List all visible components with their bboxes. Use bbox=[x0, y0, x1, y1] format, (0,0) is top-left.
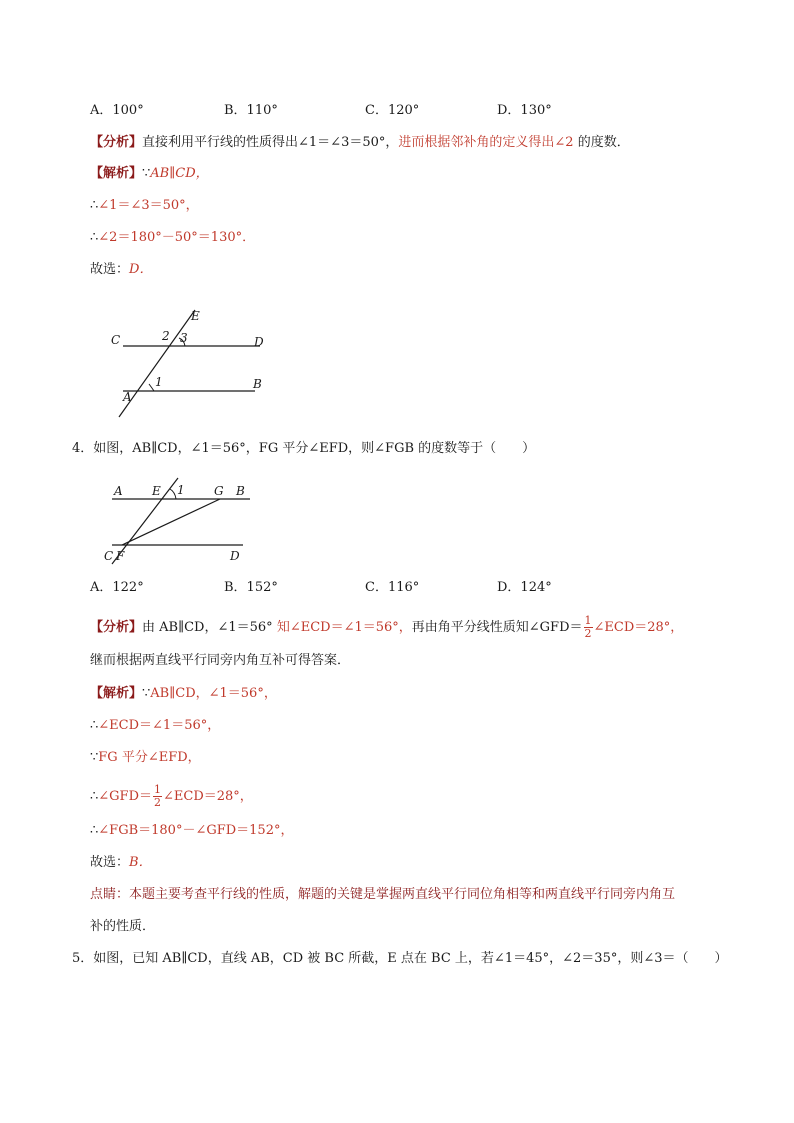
label-1: 1 bbox=[155, 375, 163, 389]
q3-solution-line2: ∴∠1＝∠3＝50°， bbox=[90, 198, 199, 213]
q3-analysis-tag: 【分析】 bbox=[90, 135, 143, 150]
q4-solution-line2: ∴∠ECD＝∠1＝56°， bbox=[90, 718, 221, 733]
label-b: B bbox=[236, 484, 245, 498]
label-c: C bbox=[111, 333, 121, 347]
angle-1-arc bbox=[170, 489, 176, 499]
label-b: B bbox=[253, 377, 262, 391]
q3-figure bbox=[105, 302, 280, 422]
label-a: A bbox=[114, 484, 123, 498]
line-fg bbox=[122, 499, 220, 545]
q4-solution-tag: 【解析】 bbox=[90, 686, 143, 701]
q4-analysis-line2: 继而根据两直线平行同旁内角互补可得答案． bbox=[90, 653, 351, 668]
label-a: A bbox=[123, 390, 132, 404]
label-d: D bbox=[230, 549, 240, 563]
label-f: F bbox=[116, 549, 125, 563]
label-g: G bbox=[214, 484, 224, 498]
label-2: 2 bbox=[162, 329, 170, 343]
q3-option-a: A．100° bbox=[90, 103, 144, 118]
q4-figure bbox=[100, 476, 260, 568]
label-c: C bbox=[104, 549, 114, 563]
q3-analysis: 【分析】直接利用平行线的性质得出∠1＝∠3＝50°，进而根据邻补角的定义得出∠2 的度数． bbox=[90, 135, 630, 150]
q4-option-b: B．152° bbox=[224, 580, 278, 595]
q3-solution-line1: 【解析】∵AB∥CD， bbox=[90, 166, 209, 181]
q3-option-c: C．120° bbox=[365, 103, 420, 118]
q4-comment-line2: 补的性质． bbox=[90, 919, 156, 934]
q4-solution-line1: 【解析】∵AB∥CD，∠1＝56°， bbox=[90, 686, 277, 701]
q3-option-d: D．130° bbox=[497, 103, 552, 118]
label-d: D bbox=[254, 335, 264, 349]
q3-option-b: B．110° bbox=[224, 103, 278, 118]
label-3: 3 bbox=[180, 331, 188, 345]
q4-option-a: A．122° bbox=[90, 580, 144, 595]
q4-analysis-line1: 【分析】由 AB∥CD，∠1＝56° 知∠ECD＝∠1＝56°，再由角平分线性质知∠GFD＝ $\frac{1}{2}$ ∠ECD＝28°， bbox=[90, 614, 684, 640]
q4-solution-line4: ∴∠GFD＝ $\frac{1}{2}$ ∠ECD＝28°， bbox=[90, 783, 253, 809]
fraction-half: $\frac{1}{2}$ bbox=[584, 614, 592, 640]
q3-answer: 故选：D． bbox=[90, 262, 153, 277]
q4-stem: 4．如图，AB∥CD，∠1＝56°，FG 平分∠EFD，则∠FGB 的度数等于（ ） bbox=[72, 441, 536, 456]
q3-solution-tag: 【解析】 bbox=[90, 166, 143, 181]
q4-option-d: D．124° bbox=[497, 580, 552, 595]
q4-solution-line3: ∵FG 平分∠EFD， bbox=[90, 750, 201, 765]
q5-stem: 5．如图，已知 AB∥CD，直线 AB，CD 被 BC 所截，E 点在 BC 上，若∠1＝45°，∠2＝35°，则∠3＝（ ） bbox=[72, 951, 728, 966]
q4-option-c: C．116° bbox=[365, 580, 420, 595]
label-1: 1 bbox=[177, 483, 185, 497]
fraction-half: $\frac{1}{2}$ bbox=[154, 783, 162, 809]
label-e: E bbox=[191, 309, 200, 323]
q4-answer: 故选：B． bbox=[90, 855, 152, 870]
q4-comment-line1: 点睛：本题主要考查平行线的性质，解题的关键是掌握两直线平行同位角相等和两直线平行同旁内角互 bbox=[90, 887, 676, 902]
q4-analysis-tag: 【分析】 bbox=[90, 620, 143, 635]
q4-solution-line5: ∴∠FGB＝180°－∠GFD＝152°， bbox=[90, 823, 294, 838]
q3-solution-line3: ∴∠2＝180°－50°＝130°． bbox=[90, 230, 256, 245]
angle-1-arc bbox=[149, 384, 154, 391]
label-e: E bbox=[152, 484, 161, 498]
